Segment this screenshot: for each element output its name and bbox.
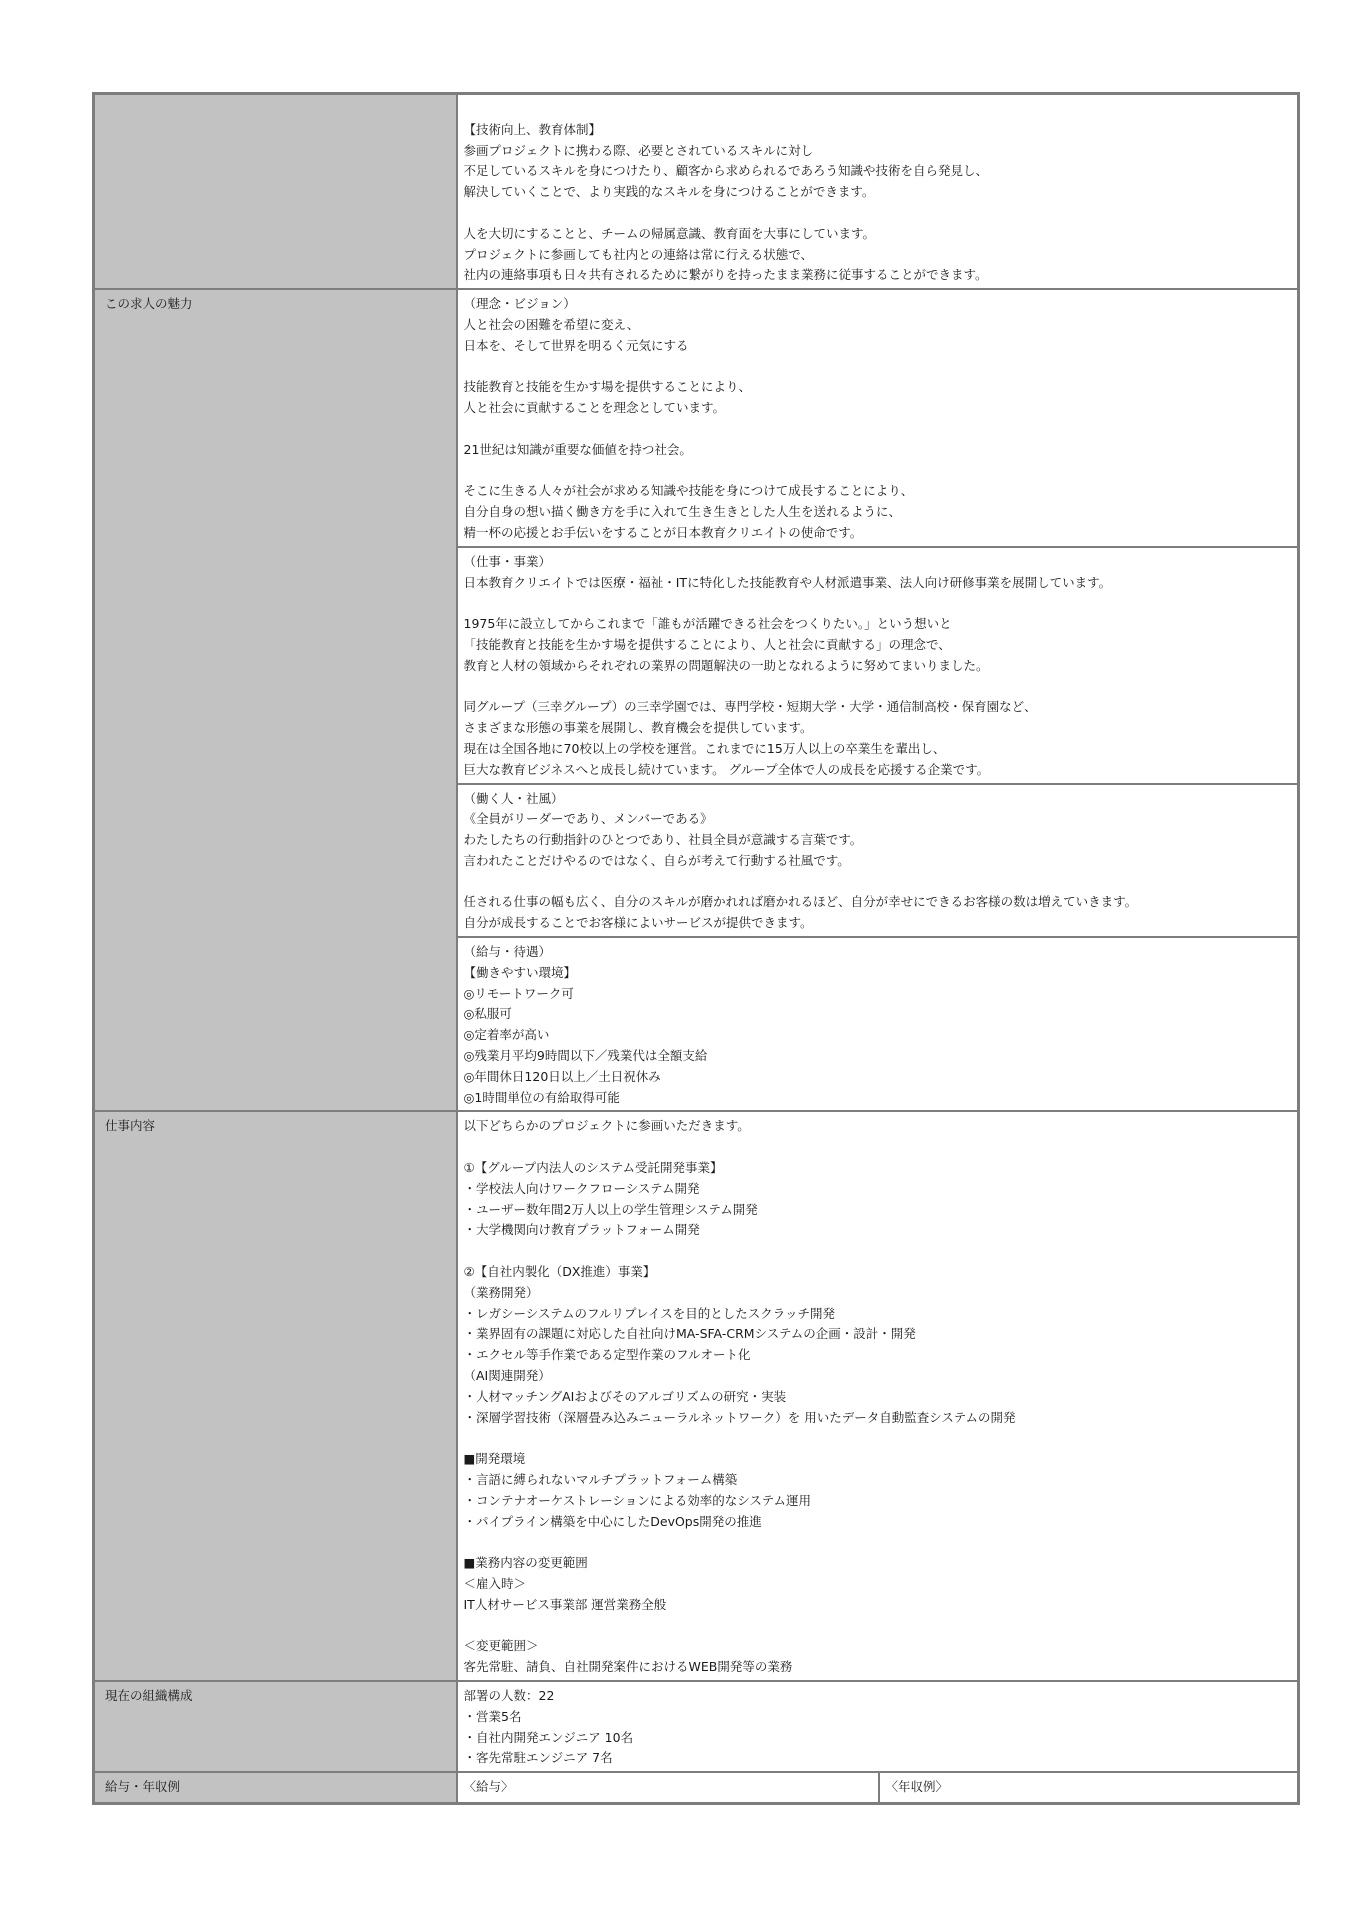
text-line: ・パイプライン構築を中心にしたDevOps開発の推進 [463, 1513, 762, 1529]
text-line: 日本を、そして世界を明るく元気にする [463, 337, 689, 353]
text-line: ◎私服可 [463, 1006, 512, 1022]
text-line: （理念・ビジョン） [463, 296, 576, 312]
text-line [464, 419, 1292, 440]
text-line: 人と社会の困難を希望に変え、 [463, 316, 640, 332]
text-line: ・自社内開発エンジニア 10名 [463, 1729, 634, 1745]
text-line: 部署の人数：22 [463, 1687, 555, 1703]
text-line [464, 99, 1292, 120]
text-line: ＜変更範囲＞ [463, 1638, 539, 1654]
text-line: ◎定着率が高い [463, 1027, 550, 1043]
text-line: ■開発環境 [463, 1451, 526, 1467]
label-org: 現在の組織構成 [94, 1681, 457, 1772]
content-salary [457, 1772, 879, 1803]
text-line: 人と社会に貢献することを理念としています。 [463, 400, 726, 416]
text-line: 参画プロジェクトに携わる際、必要とされているスキルに対し [463, 142, 814, 158]
text-line: ・業界固有の課題に対応した自社向けMA-SFA-CRMシステムの企画・設計・開発 [463, 1326, 916, 1342]
text-line: 任される仕事の幅も広く、自分のスキルが磨かれれば磨かれるほど、自分が幸せにできるお客様の数は増えていきます。 [463, 894, 1138, 910]
text-line: 日本教育クリエイトでは医療・福祉・ITに特化した技能教育や人材派遣事業、法人向け研修事業を展開しています。 [463, 574, 1112, 590]
text-line: ＜雇入時＞ [463, 1575, 527, 1591]
text-line: 同グループ（三幸グループ）の三幸学園では、専門学校・短期大学・大学・通信制高校・保育園など、 [463, 699, 1037, 715]
appeal-business-text [464, 552, 1292, 781]
job-text [464, 1116, 1292, 1678]
label-salary: 給与・年収例 [94, 1772, 457, 1803]
content-annual-income [879, 1772, 1299, 1803]
annual-income-heading: 〈年収例〉 [885, 1779, 949, 1795]
text-line: （給与・待遇） [463, 944, 552, 960]
row-education [94, 94, 1299, 290]
text-line: 不足しているスキルを身につけたり、顧客から求められるであろう知識や技術を自ら発見し、 [463, 163, 989, 179]
text-line: わたしたちの行動指針のひとつであり、社員全員が意識する言葉です。 [463, 832, 863, 848]
text-line: 【技術向上、教育体制】 [463, 121, 602, 137]
text-line: ◎残業月平均9時間以下／残業代は全額支給 [463, 1048, 708, 1064]
text-line: 精一杯の応援とお手伝いをすることが日本教育クリエイトの使命です。 [463, 524, 863, 540]
label-job: 仕事内容 [94, 1111, 457, 1681]
text-line: ◎リモートワーク可 [463, 985, 574, 1001]
text-line [464, 461, 1292, 482]
text-line: IT人材サービス事業部 運営業務全般 [463, 1596, 667, 1612]
text-line: 自分自身の想い描く働き方を手に入れて生き生きとした人生を送れるように、 [463, 504, 902, 520]
content-appeal-business [457, 547, 1299, 784]
row-org [94, 1681, 1299, 1772]
text-line [464, 1137, 1292, 1158]
text-line: 以下どちらかのプロジェクトに参画いただきます。 [463, 1118, 750, 1134]
text-line: ・言語に縛られないマルチプラットフォーム構築 [463, 1472, 738, 1487]
text-line: ◎年間休日120日以上／土日祝休み [463, 1068, 661, 1084]
content-education [457, 94, 1299, 290]
appeal-benefits-text [464, 942, 1292, 1108]
text-line: （AI関連開発） [463, 1368, 551, 1384]
text-line: 【働きやすい環境】 [463, 964, 577, 980]
row-salary [94, 1772, 1299, 1803]
text-line [464, 872, 1292, 893]
content-appeal-benefits [457, 937, 1299, 1111]
content-job [457, 1111, 1299, 1681]
text-line: 《全員がリーダーであり、メンバーである》 [463, 811, 713, 827]
text-line [464, 677, 1292, 698]
text-line: （業務開発） [463, 1284, 539, 1300]
text-line: ■業務内容の変更範囲 [463, 1555, 588, 1571]
text-line: ・ユーザー数年間2万人以上の学生管理システム開発 [463, 1201, 758, 1217]
job-posting-sheet [92, 92, 1300, 1805]
text-line: さまざまな形態の事業を展開し、教育機会を提供しています。 [463, 720, 813, 736]
appeal-vision-text [464, 294, 1292, 544]
text-line: プロジェクトに参画しても社内との連絡は常に行える状態で、 [463, 246, 814, 262]
text-line: 技能教育と技能を生かす場を提供することにより、 [463, 379, 752, 395]
appeal-culture-text [464, 789, 1292, 935]
org-text [464, 1686, 1292, 1769]
salary-heading: 〈給与〉 [463, 1779, 514, 1795]
text-line: ①【グループ内法人のシステム受託開発事業】 [463, 1160, 723, 1176]
text-line: 現在は全国各地に70校以上の学校を運営。これまでに15万人以上の卒業生を輩出し、 [463, 740, 946, 756]
text-line: ②【自社内製化（DX推進）事業】 [463, 1264, 656, 1280]
text-line: 社内の連絡事項も日々共有されるために繋がりを持ったまま業務に従事することができます。 [463, 267, 988, 283]
text-line: 巨大な教育ビジネスへと成長し続けています。 グループ全体で人の成長を応援する企業です。 [463, 761, 990, 777]
text-line [464, 1616, 1292, 1637]
text-line: 解決していくことで、より実践的なスキルを身につけることができます。 [463, 184, 875, 200]
content-org [457, 1681, 1299, 1772]
text-line: ・大学機関向け教育プラットフォーム開発 [463, 1222, 700, 1238]
content-appeal-vision [457, 289, 1299, 547]
text-line: そこに生きる人々が社会が求める知識や技能を身につけて成長することにより、 [463, 483, 914, 499]
label-appeal: この求人の魅力 [94, 289, 457, 1111]
text-line: ・深層学習技術（深層畳み込みニューラルネットワーク）を 用いたデータ自動監査システムの開発 [463, 1409, 1016, 1425]
text-line: ・学校法人向けワークフローシステム開発 [463, 1180, 700, 1196]
text-line [464, 357, 1292, 378]
label-education [94, 94, 457, 290]
text-line: 1975年に設立してからこれまで「誰もが活躍できる社会をつくりたい。」という想いと [463, 616, 952, 632]
text-line [464, 1532, 1292, 1553]
text-line: ・コンテナオーケストレーションによる効率的なシステム運用 [463, 1492, 812, 1508]
content-appeal-culture [457, 784, 1299, 938]
text-line [464, 1428, 1292, 1449]
text-line: 人を大切にすることと、チームの帰属意識、教育面を大事にしています。 [463, 225, 876, 241]
text-line: 自分が成長することでお客様によいサービスが提供できます。 [463, 915, 813, 931]
text-line: ◎1時間単位の有給取得可能 [463, 1089, 620, 1105]
education-text [464, 99, 1292, 286]
job-posting-table [92, 92, 1300, 1805]
text-line: 21世紀は知識が重要な価値を持つ社会。 [463, 441, 692, 457]
text-line: 「技能教育と技能を生かす場を提供することにより、人と社会に貢献する」の理念で、 [463, 636, 951, 652]
text-line: （仕事・事業） [463, 553, 552, 569]
text-line: ・客先常駐エンジニア 7名 [463, 1750, 613, 1766]
text-line [464, 1241, 1292, 1262]
text-line: 教育と人材の領域からそれぞれの業界の問題解決の一助となれるように努めてまいりました。 [463, 657, 989, 673]
text-line: 客先常駐、請負、自社開発案件におけるWEB開発等の業務 [463, 1659, 793, 1675]
row-job [94, 1111, 1299, 1681]
text-line: 言われたことだけやるのではなく、自らが考えて行動する社風です。 [463, 852, 850, 868]
text-line: （働く人・社風） [463, 790, 564, 806]
text-line [464, 203, 1292, 224]
text-line: ・レガシーシステムのフルリプレイスを目的としたスクラッチ開発 [463, 1305, 836, 1321]
text-line [464, 593, 1292, 614]
text-line: ・営業5名 [463, 1708, 522, 1724]
row-appeal-vision [94, 289, 1299, 547]
text-line: ・人材マッチングAIおよびそのアルゴリズムの研究・実装 [463, 1388, 787, 1404]
text-line: ・エクセル等手作業である定型作業のフルオート化 [463, 1347, 751, 1363]
